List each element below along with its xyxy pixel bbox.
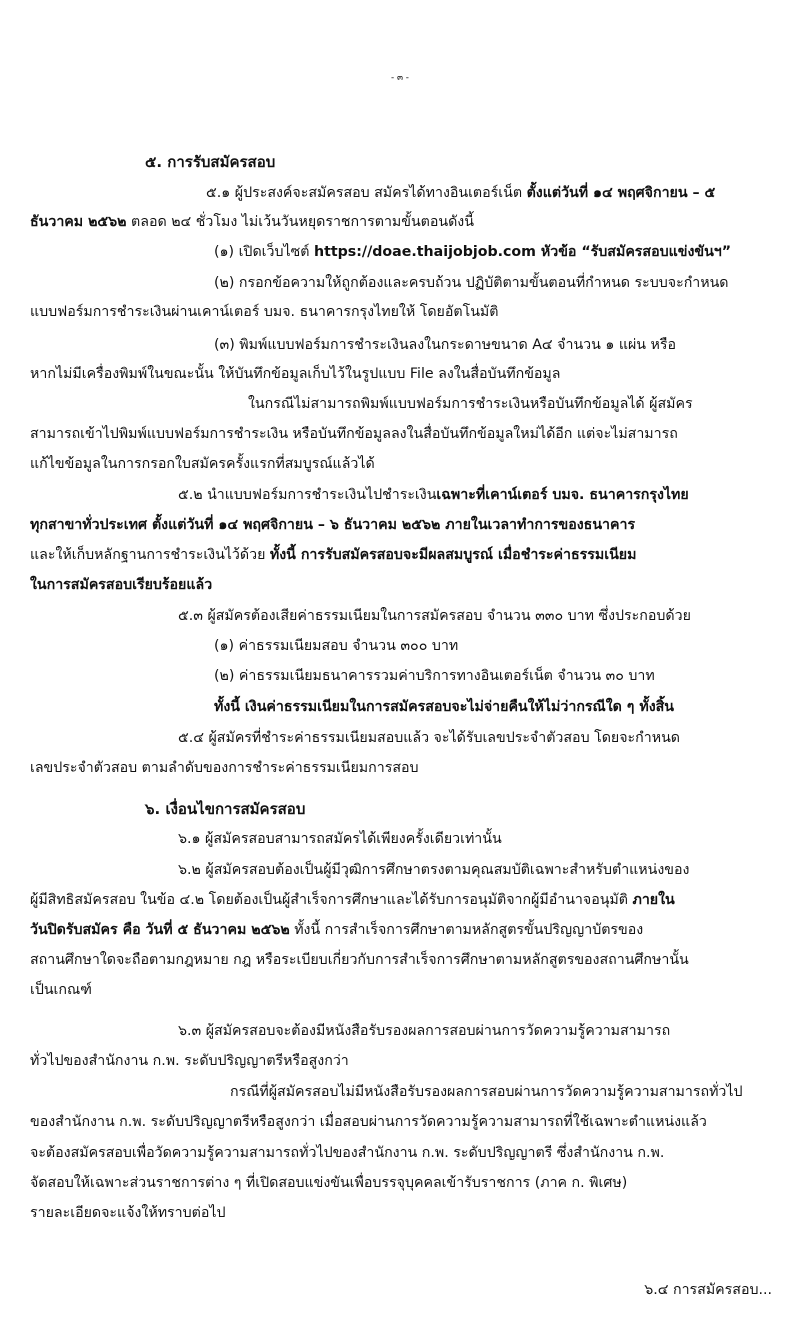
para-6-2-line-4: สถานศึกษาใดจะถือตามกฎหมาย กฎ หรือระเบียบเกี่ยวกับการสำเร็จการศึกษาตามหลักสูตรของสถานศึกษานั้น: [30, 952, 689, 968]
step-3-line-1: (๓) พิมพ์แบบฟอร์มการชำระเงินลงในกระดาษขนาด A๔ จำนวน ๑ แผ่น หรือ: [214, 337, 676, 353]
page-number: - ๓ -: [391, 73, 409, 83]
text: (๑) เปิดเว็บไซต์: [214, 244, 314, 260]
case-line-2: ของสำนักงาน ก.พ. ระดับปริญญาตรีหรือสูงกว่า เมื่อสอบผ่านการวัดความรู้ความสามารถที่ใช้เฉพาะตำแหน่งแล้ว: [30, 1114, 707, 1130]
website-link[interactable]: https://doae.thaijobjob.com หัวข้อ “รับสมัครสอบแข่งขันฯ”: [313, 244, 732, 260]
date-range-end: ธันวาคม ๒๕๖๒: [30, 214, 127, 230]
closing-date: วันปิดรับสมัคร คือ วันที่ ๕ ธันวาคม ๒๕๖๒: [30, 922, 290, 938]
para-6-3-line-2: ทั่วไปของสำนักงาน ก.พ. ระดับปริญญาตรีหรือสูงกว่า: [30, 1053, 349, 1069]
no-refund-notice: ทั้งนี้ เงินค่าธรรมเนียมในการสมัครสอบจะไม่จ่ายคืนให้ไม่ว่ากรณีใด ๆ ทั้งสิ้น: [214, 699, 674, 715]
para-5-4-line-2: เลขประจำตัวสอบ ตามลำดับของการชำระค่าธรรมเนียมการสอบ: [30, 760, 419, 776]
bank-counter: เฉพาะที่เคาน์เตอร์ บมจ. ธนาคารกรุงไทย: [436, 487, 689, 503]
footer-continuation: ๖.๔ การสมัครสอบ...: [644, 1282, 772, 1298]
para-5-3-line-1: ๕.๓ ผู้สมัครต้องเสียค่าธรรมเนียมในการสมัครสอบ จำนวน ๓๓๐ บาท ซึ่งประกอบด้วย: [178, 608, 691, 624]
step-2-line-2: แบบฟอร์มการชำระเงินผ่านเคาน์เตอร์ บมจ. ธนาคารกรุงไทยให้ โดยอัตโนมัติ: [30, 304, 499, 320]
deadline: ภายใน: [632, 892, 675, 908]
para-5-1-line-2: [30, 212, 474, 232]
text: ๕.๑ ผู้ประสงค์จะสมัครสอบ สมัครได้ทางอินเตอร์เน็ต: [206, 185, 527, 201]
para-6-2-line-2: [30, 890, 675, 910]
section-6-heading: ๖. เงื่อนไขการสมัครสอบ: [145, 800, 306, 818]
case-line-3: จะต้องสมัครสอบเพื่อวัดความรู้ความสามารถทั่วไปของสำนักงาน ก.พ. ระดับปริญญาตรี ซึ่งสำนักงาน ก.พ.: [30, 1145, 665, 1161]
note-line-2: สามารถเข้าไปพิมพ์แบบฟอร์มการชำระเงิน หรือบันทึกข้อมูลลงในสื่อบันทึกข้อมูลใหม่ได้อีก แต่จะไม่สามารถ: [30, 426, 678, 442]
step-2-line-1: (๒) กรอกข้อความให้ถูกต้องและครบถ้วน ปฏิบัติตามขั้นตอนที่กำหนด ระบบจะกำหนด: [214, 275, 729, 291]
step-3-line-2: หากไม่มีเครื่องพิมพ์ในขณะนั้น ให้บันทึกข้อมูลเก็บไว้ในรูปแบบ File ลงในสื่อบันทึกข้อมูล: [30, 366, 561, 382]
fee-item-2: (๒) ค่าธรรมเนียมธนาคารรวมค่าบริการทางอินเตอร์เน็ต จำนวน ๓๐ บาท: [214, 668, 655, 684]
para-6-2-line-5: เป็นเกณฑ์: [30, 982, 92, 998]
text: และให้เก็บหลักฐานการชำระเงินไว้ด้วย: [30, 547, 270, 563]
text: ทั้งนี้ การสำเร็จการศึกษาตามหลักสูตรขั้นปริญญาบัตรของ: [289, 922, 644, 938]
case-line-5: รายละเอียดจะแจ้งให้ทราบต่อไป: [30, 1205, 226, 1221]
para-5-2-line-2: ทุกสาขาทั่วประเทศ ตั้งแต่วันที่ ๑๔ พฤศจิกายน – ๖ ธันวาคม ๒๕๖๒ ภายในเวลาทำการของธนาคาร: [30, 517, 636, 533]
para-6-3-line-1: ๖.๓ ผู้สมัครสอบจะต้องมีหนังสือรับรองผลการสอบผ่านการวัดความรู้ความสามารถ: [178, 1023, 671, 1039]
note-line-3: แก้ไขข้อมูลในการกรอกใบสมัครครั้งแรกที่สมบูรณ์แล้วได้: [30, 456, 375, 472]
para-6-2-line-3: [30, 920, 643, 940]
para-5-2-line-3: [30, 545, 636, 565]
fee-item-1: (๑) ค่าธรรมเนียมสอบ จำนวน ๓๐๐ บาท: [214, 638, 459, 654]
note-line-1: ในกรณีไม่สามารถพิมพ์แบบฟอร์มการชำระเงินหรือบันทึกข้อมูลได้ ผู้สมัคร: [248, 396, 693, 412]
para-6-2-line-1: ๖.๒ ผู้สมัครสอบต้องเป็นผู้มีวุฒิการศึกษาตรงตามคุณสมบัติเฉพาะสำหรับตำแหน่งของ: [178, 862, 690, 878]
case-line-1: กรณีที่ผู้สมัครสอบไม่มีหนังสือรับรองผลการสอบผ่านการวัดความรู้ความสามารถทั่วไป: [230, 1084, 743, 1100]
case-line-4: จัดสอบให้เฉพาะส่วนราชการต่าง ๆ ที่เปิดสอบแข่งขันเพื่อบรรจุบุคคลเข้ารับราชการ (ภาค ก. พิเศษ): [30, 1175, 628, 1191]
para-5-2-line-1: [178, 485, 689, 505]
para-5-2-line-4: ในการสมัครสอบเรียบร้อยแล้ว: [30, 577, 213, 593]
text: ผู้มีสิทธิสมัครสอบ ในข้อ ๔.๒ โดยต้องเป็นผู้สำเร็จการศึกษาและได้รับการอนุมัติจากผู้มีอำนาจอนุมัติ: [30, 892, 633, 908]
text: ตลอด ๒๔ ชั่วโมง ไม่เว้นวันหยุดราชการตามขั้นตอนดังนี้: [126, 214, 474, 230]
para-5-1-line-1: [206, 183, 715, 203]
date-range-start: ตั้งแต่วันที่ ๑๔ พฤศจิกายน – ๕: [526, 185, 716, 201]
text: ๕.๒ นำแบบฟอร์มการชำระเงินไปชำระเงิน: [178, 487, 437, 503]
step-1: [214, 242, 731, 262]
para-5-4-line-1: ๕.๔ ผู้สมัครที่ชำระค่าธรรมเนียมสอบแล้ว จะได้รับเลขประจำตัวสอบ โดยจะกำหนด: [178, 730, 680, 746]
para-6-1: ๖.๑ ผู้สมัครสอบสามารถสมัครได้เพียงครั้งเดียวเท่านั้น: [178, 831, 502, 847]
section-5-heading: ๕. การรับสมัครสอบ: [145, 153, 276, 171]
completion-note: ทั้งนี้ การรับสมัครสอบจะมีผลสมบูรณ์ เมื่อชำระค่าธรรมเนียม: [269, 547, 637, 563]
